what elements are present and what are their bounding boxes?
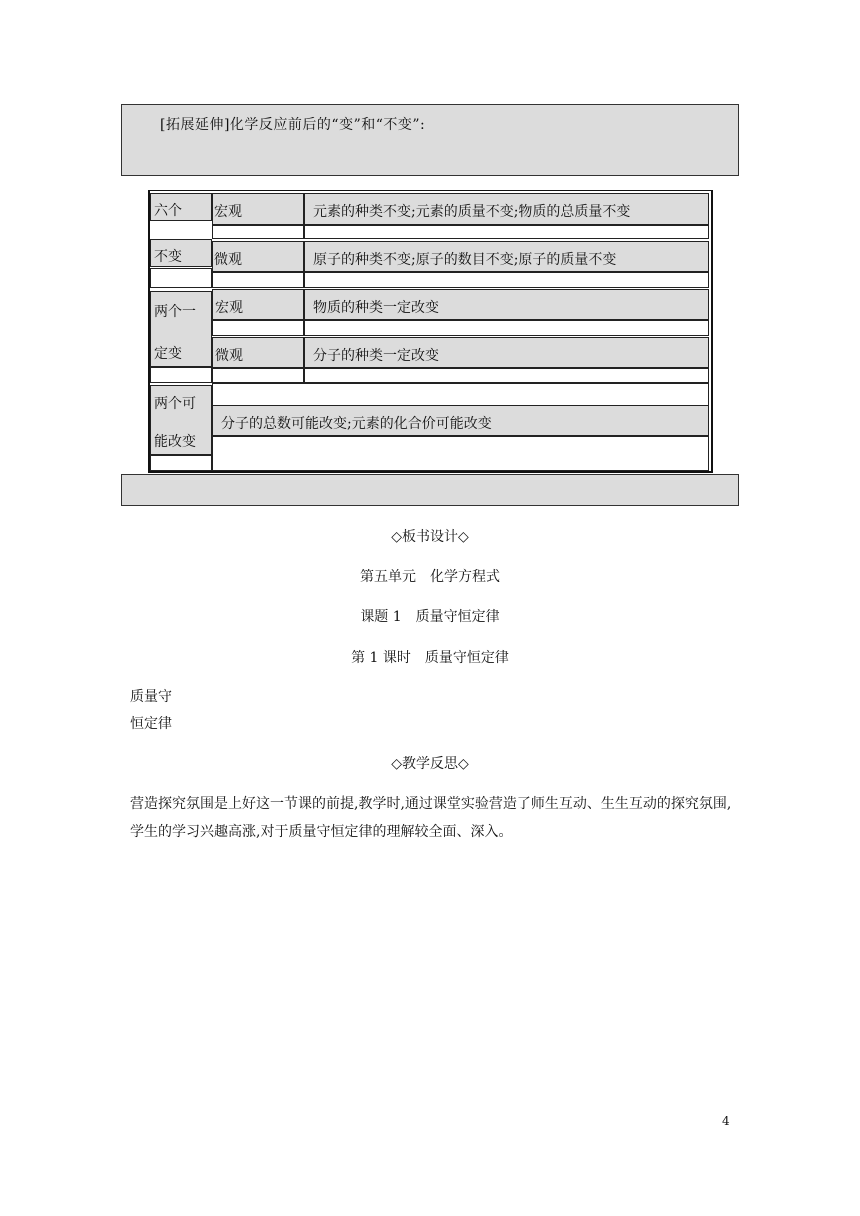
group1-macro-text-cell	[304, 193, 709, 225]
spacer-cell	[304, 368, 709, 383]
group2-micro-label: 微观	[215, 348, 243, 364]
group2-label-line2: 定变	[154, 346, 182, 362]
reflection-heading: ◇教学反思◇	[391, 756, 469, 772]
group3-text-cell	[212, 405, 709, 436]
topic-title: 课题 1 质量守恒定律	[360, 609, 500, 625]
summary-table	[148, 190, 713, 473]
spacer-cell	[150, 367, 212, 383]
extension-text: [拓展延伸]化学反应前后的“变”和“不变”:	[160, 117, 426, 133]
spacer-cell	[150, 455, 212, 471]
group2-micro-text: 分子的种类一定改变	[313, 348, 439, 364]
board-side-line2: 恒定律	[130, 716, 172, 732]
spacer-cell	[304, 320, 709, 336]
group1-micro-label: 微观	[214, 252, 242, 268]
board-heading: ◇板书设计◇	[391, 529, 469, 545]
page-number: 4	[722, 1114, 730, 1128]
group2-label-line1: 两个一	[154, 304, 196, 320]
group3-label-cell	[150, 385, 212, 455]
group2-macro-label-cell	[212, 289, 304, 320]
group3-text: 分子的总数可能改变;元素的化合价可能改变	[221, 416, 492, 432]
spacer-cell	[150, 268, 212, 288]
group2-label-cell	[150, 291, 212, 367]
group1-label-top	[150, 193, 212, 221]
spacer-cell	[212, 320, 304, 336]
group3-label-line2: 能改变	[154, 434, 196, 450]
group1-macro-label: 宏观	[214, 204, 242, 220]
reflection-paragraph: 营造探究氛围是上好这一节课的前提,教学时,通过课堂实验营造了师生互动、生生互动的探究氛围,学生的学习兴趣高涨,对于质量守恒定律的理解较全面、深入。	[130, 796, 732, 840]
group3-label-line1: 两个可	[154, 396, 196, 412]
group1-label-bottom	[150, 239, 212, 267]
group1-label-line2: 不变	[154, 249, 182, 265]
lesson-title: 第 1 课时 质量守恒定律	[351, 650, 509, 666]
group1-macro-label-cell	[212, 193, 304, 225]
board-side-line1: 质量守	[130, 689, 172, 705]
spacer-cell	[212, 383, 709, 406]
spacer-cell	[212, 436, 709, 471]
spacer-cell	[212, 272, 304, 288]
extension-box	[121, 104, 739, 176]
spacer-cell	[212, 225, 304, 239]
spacer-cell	[304, 225, 709, 239]
group1-label-line1: 六个	[154, 203, 182, 219]
group2-micro-label-cell	[212, 337, 304, 368]
group2-micro-text-cell	[304, 337, 709, 368]
group1-micro-text: 原子的种类不变;原子的数目不变;原子的质量不变	[313, 252, 617, 268]
spacer-cell	[304, 272, 709, 288]
extension-box-footer	[121, 474, 739, 506]
group1-macro-text: 元素的种类不变;元素的质量不变;物质的总质量不变	[313, 204, 631, 220]
spacer-cell	[212, 368, 304, 383]
group2-macro-text: 物质的种类一定改变	[313, 300, 439, 316]
group2-macro-label: 宏观	[215, 300, 243, 316]
group1-micro-label-cell	[212, 241, 304, 272]
unit-title: 第五单元 化学方程式	[360, 569, 500, 585]
group2-macro-text-cell	[304, 289, 709, 320]
group1-micro-text-cell	[304, 241, 709, 272]
